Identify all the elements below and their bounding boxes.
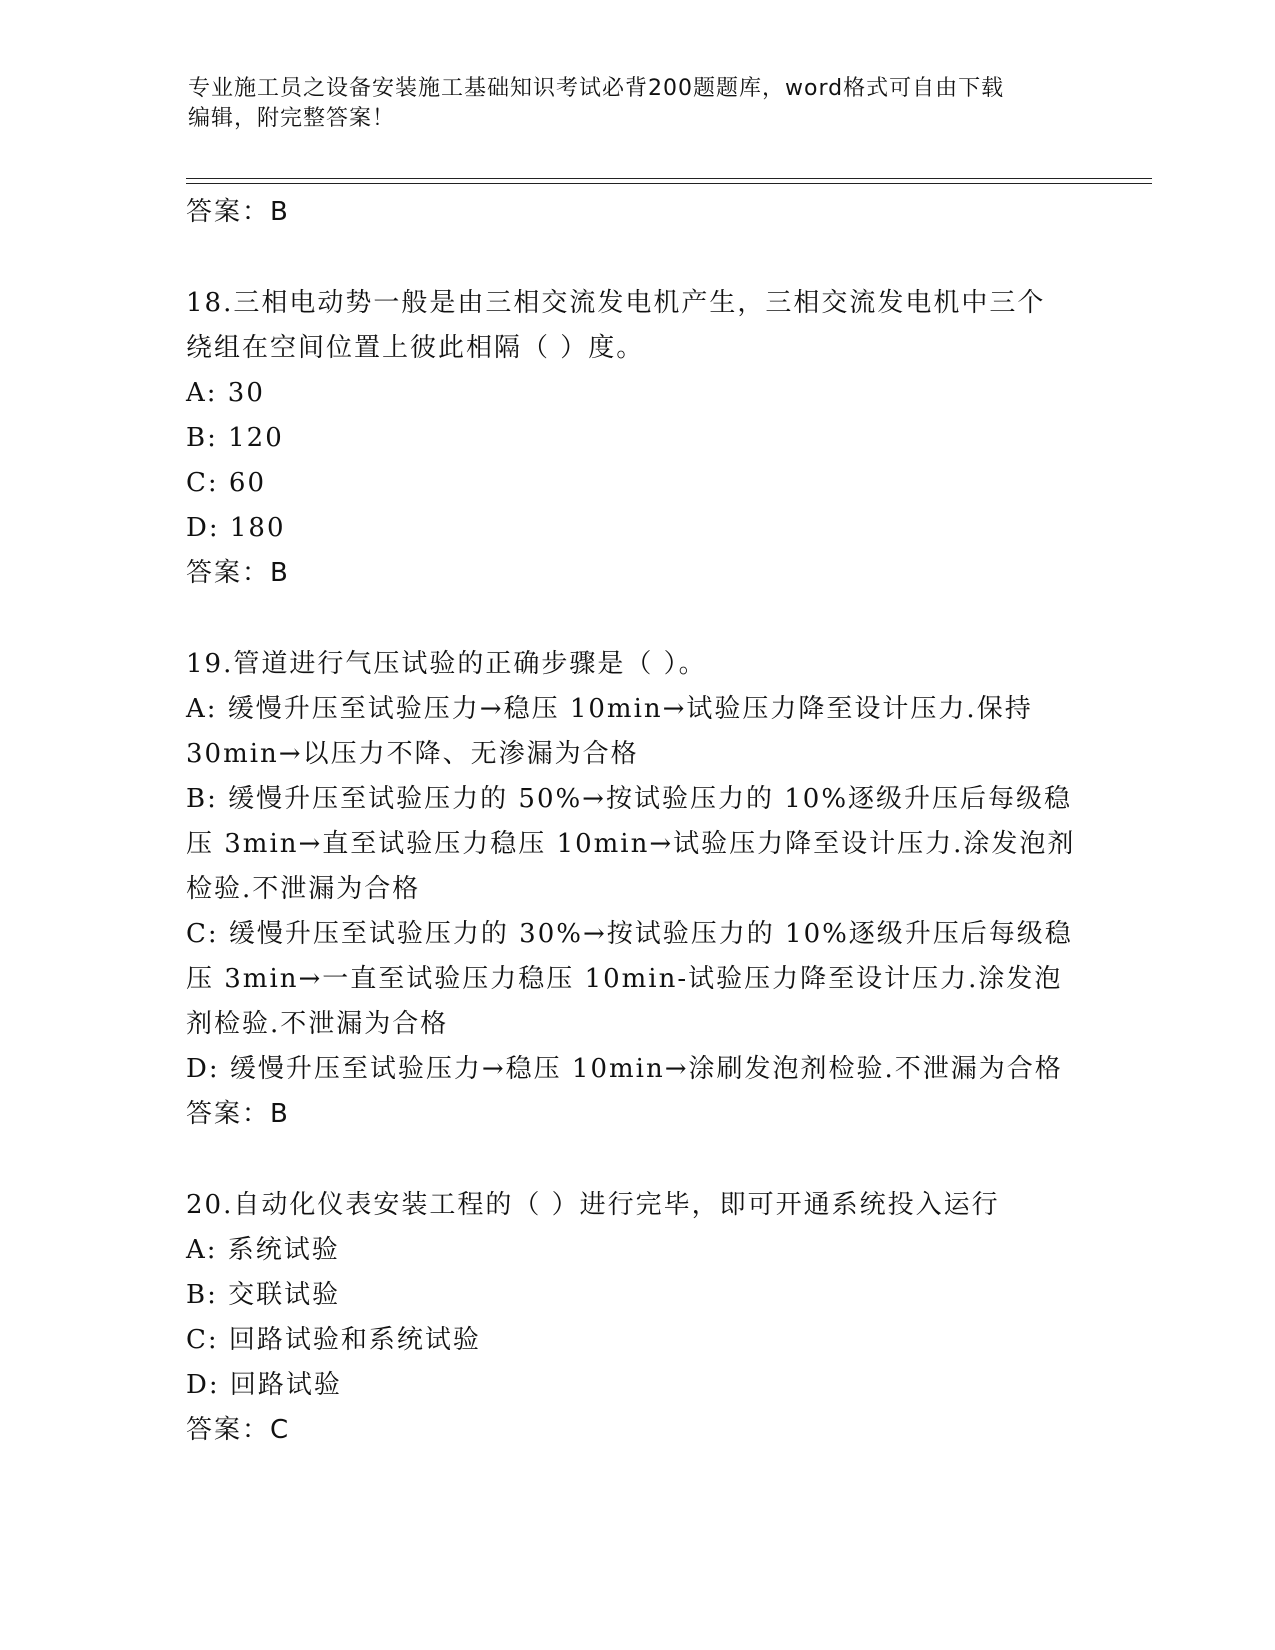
option-a: A: 系统试验 bbox=[186, 1235, 340, 1265]
option-c-continued: 压 3min→一直至试验压力稳压 10min-试验压力降至设计压力.涂发泡 bbox=[186, 964, 1063, 994]
header-divider-bottom bbox=[186, 183, 1152, 184]
question-19 bbox=[186, 642, 1086, 1137]
option-a-continued: 30min→以压力不降、无渗漏为合格 bbox=[186, 739, 639, 769]
option-b-continued: 压 3min→直至试验压力稳压 10min→试验压力降至设计压力.涂发泡剂 bbox=[186, 829, 1076, 859]
question-content bbox=[186, 190, 1086, 1453]
question-stem: 18.三相电动势一般是由三相交流发电机产生，三相交流发电机中三个 bbox=[186, 288, 1046, 318]
option-c: C: 60 bbox=[186, 468, 267, 498]
question-20 bbox=[186, 1183, 1086, 1453]
previous-answer: 答案：B bbox=[186, 197, 290, 227]
option-b-continued: 检验.不泄漏为合格 bbox=[186, 874, 421, 904]
spacer bbox=[186, 596, 1086, 642]
option-d: D: 缓慢升压至试验压力→稳压 10min→涂刷发泡剂检验.不泄漏为合格 bbox=[186, 1054, 1063, 1084]
header-line-2: 编辑，附完整答案！ bbox=[188, 106, 396, 131]
option-b: B: 交联试验 bbox=[186, 1280, 341, 1310]
option-a: A: 30 bbox=[186, 378, 265, 408]
option-c-continued: 剂检验.不泄漏为合格 bbox=[186, 1009, 449, 1039]
answer: 答案：B bbox=[186, 558, 290, 588]
spacer bbox=[186, 1137, 1086, 1183]
header-divider-top bbox=[186, 178, 1152, 179]
option-b: B: 120 bbox=[186, 423, 284, 453]
answer: 答案：C bbox=[186, 1415, 291, 1445]
question-stem: 19.管道进行气压试验的正确步骤是（ ）。 bbox=[186, 649, 707, 679]
option-a: A: 缓慢升压至试验压力→稳压 10min→试验压力降至设计压力.保持 bbox=[186, 694, 1033, 724]
spacer bbox=[186, 235, 1086, 281]
question-stem: 绕组在空间位置上彼此相隔（ ）度。 bbox=[186, 333, 645, 363]
option-c: C: 缓慢升压至试验压力的 30%→按试验压力的 10%逐级升压后每级稳 bbox=[186, 919, 1073, 949]
option-d: D: 回路试验 bbox=[186, 1370, 342, 1400]
header-line-1: 专业施工员之设备安装施工基础知识考试必背200题题库，word格式可自由下载 bbox=[188, 76, 1005, 101]
option-b: B: 缓慢升压至试验压力的 50%→按试验压力的 10%逐级升压后每级稳 bbox=[186, 784, 1073, 814]
option-c: C: 回路试验和系统试验 bbox=[186, 1325, 481, 1355]
option-d: D: 180 bbox=[186, 513, 286, 543]
document-header bbox=[188, 74, 1088, 134]
question-18 bbox=[186, 281, 1086, 596]
question-stem: 20.自动化仪表安装工程的（ ）进行完毕，即可开通系统投入运行 bbox=[186, 1190, 1000, 1220]
answer: 答案：B bbox=[186, 1099, 290, 1129]
